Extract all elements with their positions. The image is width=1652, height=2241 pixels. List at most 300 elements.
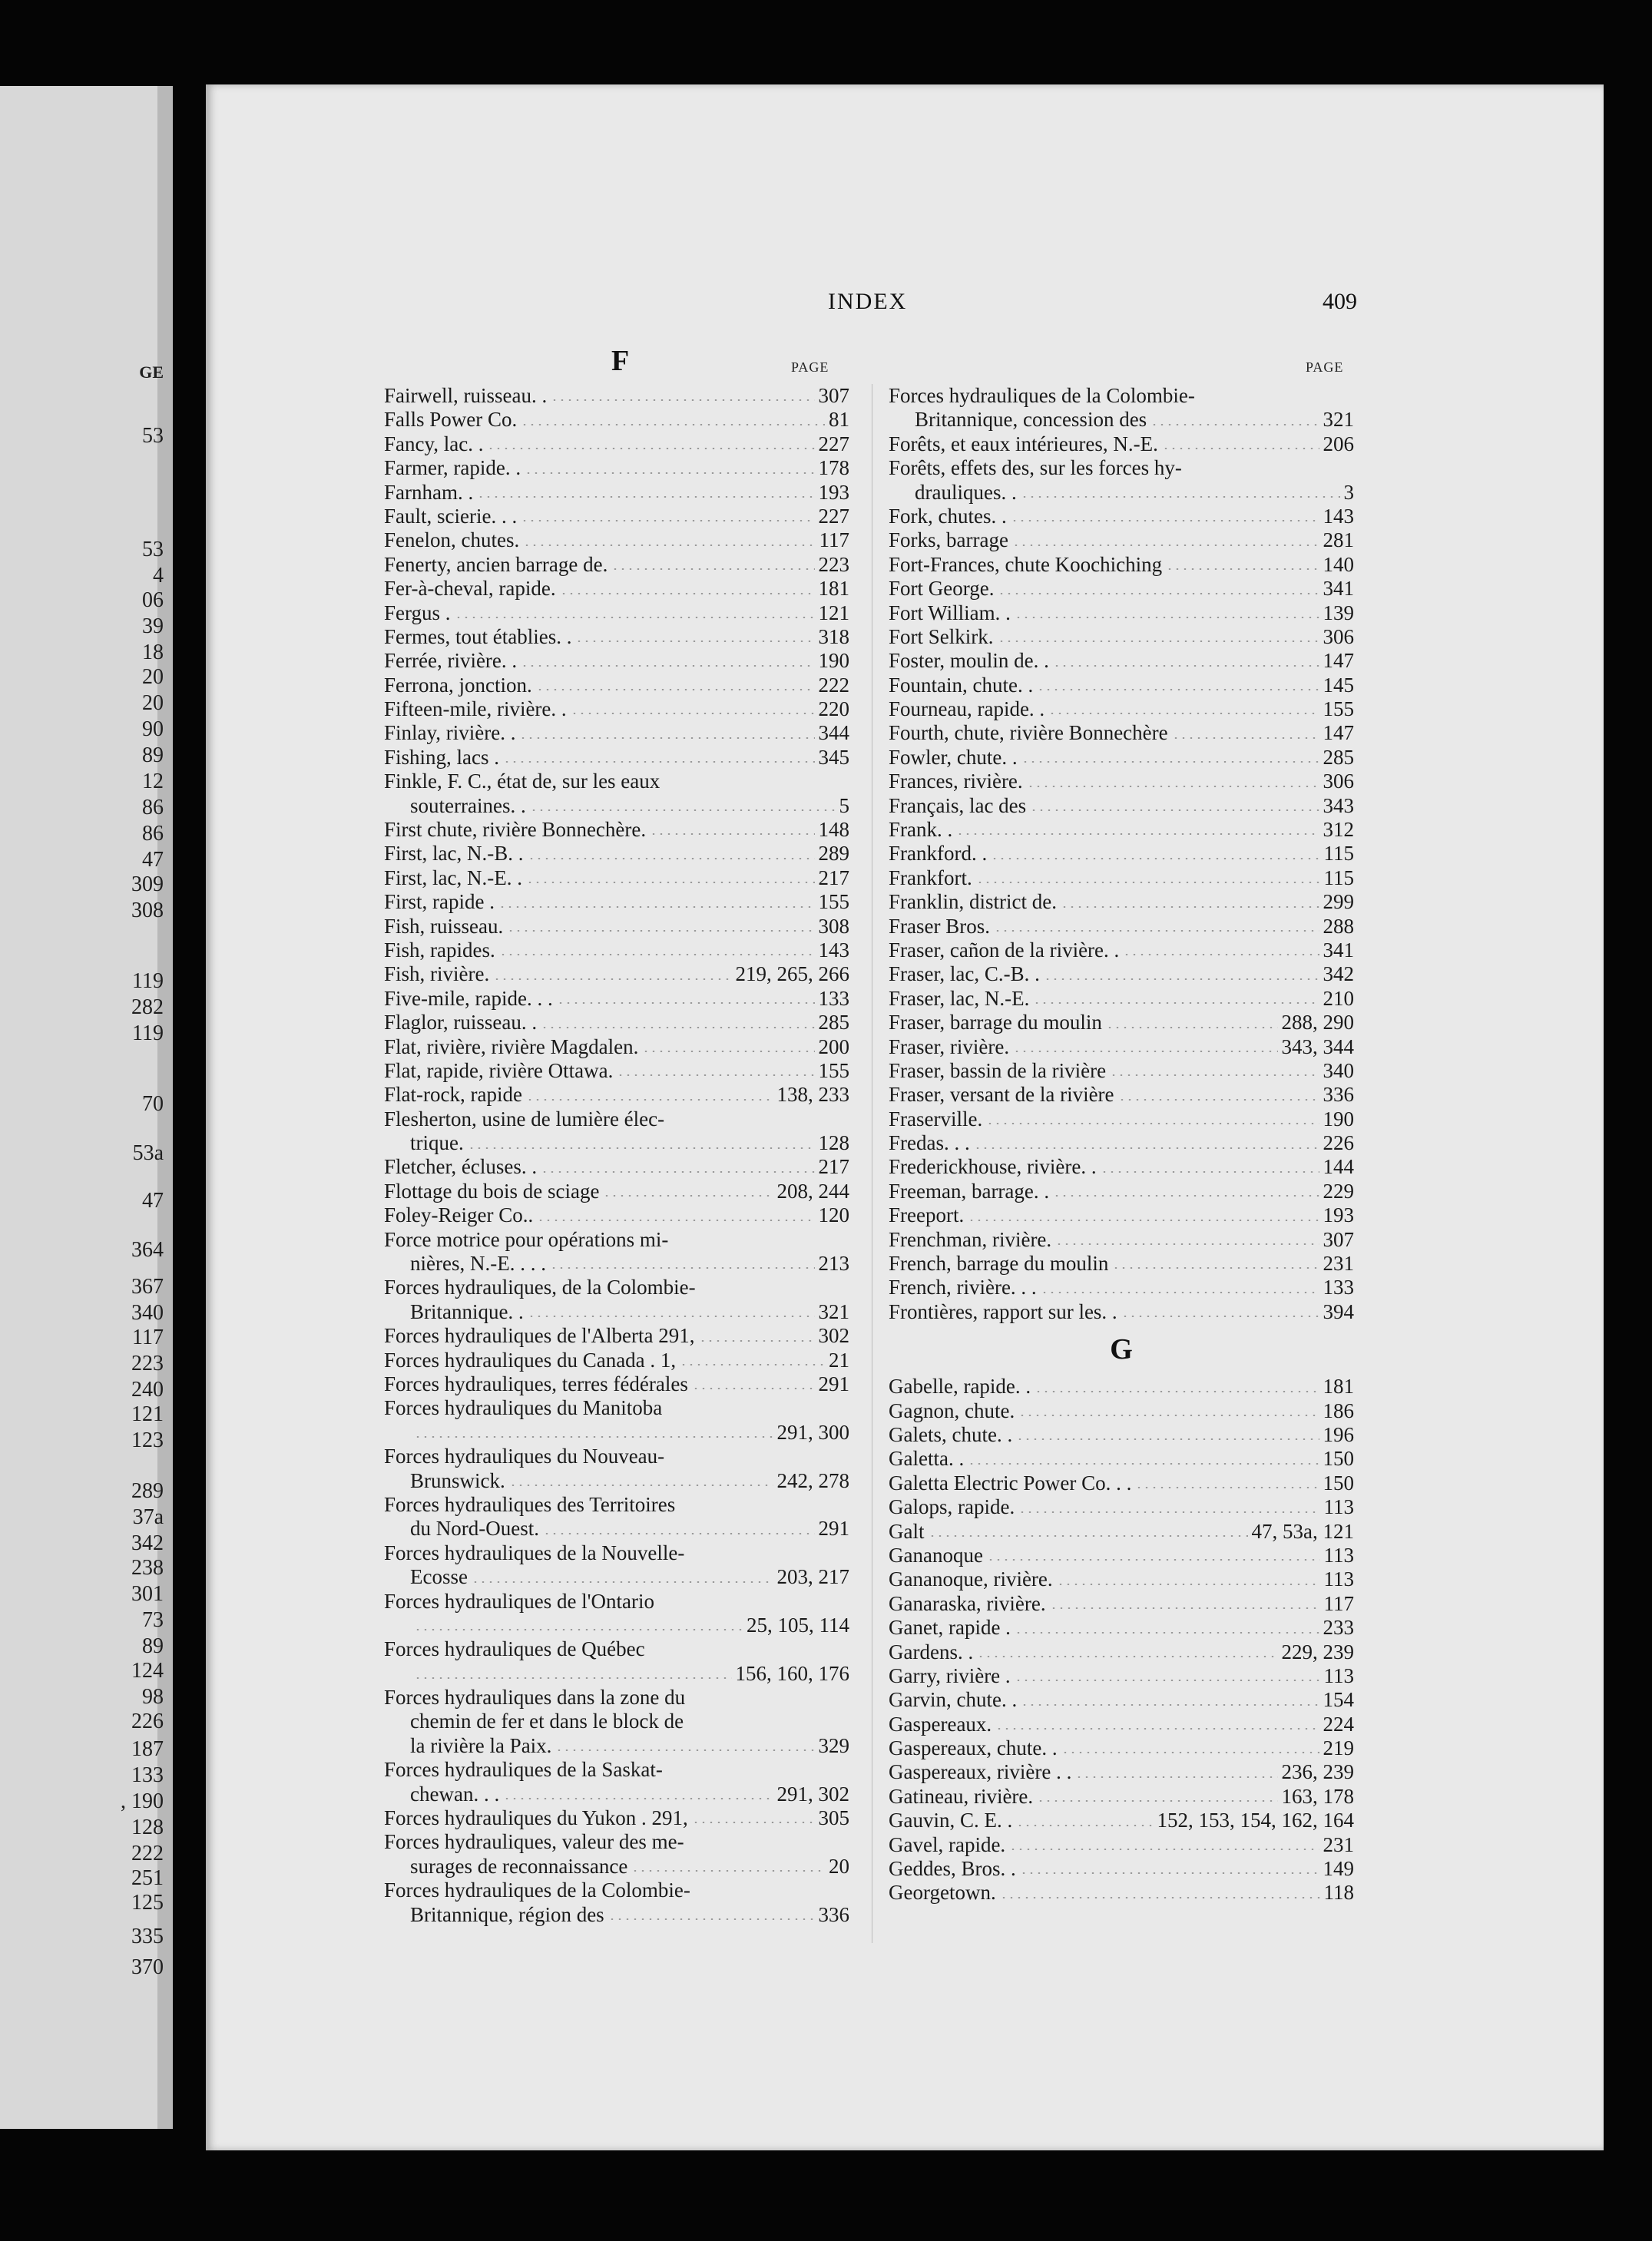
left-page-number: 53 — [142, 538, 164, 561]
page-reference: 193 — [818, 480, 849, 504]
index-entry — [889, 1300, 1354, 1324]
page-reference: 147 — [1323, 721, 1354, 745]
index-term: French, barrage du moulin — [889, 1252, 1109, 1276]
page-reference: 150 — [1323, 1447, 1354, 1471]
leader-dots — [974, 1147, 1319, 1149]
leader-dots — [1162, 448, 1319, 449]
index-entry — [384, 1830, 849, 1854]
index-column-right — [889, 384, 1354, 1905]
index-term: Force motrice pour opérations mi- — [384, 1227, 669, 1251]
leader-dots — [560, 593, 815, 594]
left-page-number: 308 — [131, 899, 164, 922]
index-term: Flesherton, usine de lumière élec- — [384, 1107, 665, 1130]
leader-dots — [414, 1629, 743, 1630]
index-term: Forks, barrage — [889, 528, 1008, 552]
index-entry — [384, 408, 849, 432]
index-entry — [384, 987, 849, 1011]
leader-dots — [1033, 1002, 1319, 1004]
index-entry — [384, 1107, 849, 1131]
index-entry — [889, 1083, 1354, 1107]
page-reference: 342 — [1323, 962, 1354, 986]
index-entry — [384, 842, 849, 866]
index-entry — [889, 794, 1354, 818]
leader-dots — [1101, 1171, 1319, 1173]
left-page-number: 251 — [131, 1866, 164, 1890]
index-entry — [889, 432, 1354, 456]
index-entry — [889, 915, 1354, 938]
leader-dots — [499, 954, 815, 955]
index-entry — [889, 1567, 1354, 1591]
index-entry — [889, 1375, 1354, 1399]
leader-dots — [1000, 1897, 1320, 1898]
page-reference: 113 — [1323, 1495, 1354, 1519]
index-entry — [384, 1903, 849, 1927]
index-entry — [889, 866, 1354, 890]
index-entry — [889, 1592, 1354, 1616]
index-term: Farmer, rapide. . — [384, 456, 521, 480]
index-term: Frontières, rapport sur les. . — [889, 1299, 1117, 1323]
index-term: nières, N.-E. . . . — [410, 1252, 546, 1276]
index-entry — [889, 1471, 1354, 1495]
index-term: Frankfort. — [889, 866, 972, 889]
index-term: French, rivière. . . — [889, 1276, 1037, 1299]
leader-dots — [1166, 568, 1319, 570]
page-reference: 341 — [1323, 577, 1354, 601]
index-term: Forces hydrauliques du Yukon . 291, — [384, 1806, 688, 1830]
index-entry — [384, 528, 849, 552]
page-reference: 181 — [1323, 1375, 1354, 1399]
leader-dots — [536, 689, 815, 690]
index-term: Fourth, chute, rivière Bonnechère — [889, 721, 1168, 745]
index-entry — [889, 721, 1354, 745]
page-reference: 128 — [818, 1131, 849, 1155]
leader-dots — [956, 833, 1319, 835]
index-term: Fraser, lac, C.-B. . — [889, 962, 1040, 986]
leader-dots — [603, 1195, 773, 1197]
index-term: Fraser, cañon de la rivière. . — [889, 938, 1120, 962]
index-term: Frederickhouse, rivière. . — [889, 1155, 1097, 1179]
index-term: Five-mile, rapide. . . — [384, 986, 553, 1010]
leader-dots — [1021, 496, 1340, 498]
page-reference: 308 — [818, 914, 849, 938]
page-reference: 306 — [1323, 624, 1354, 648]
leader-dots — [1009, 1849, 1319, 1850]
leader-dots — [1035, 1391, 1319, 1392]
page-reference: 20 — [829, 1854, 849, 1878]
index-term: Finlay, rivière. . — [384, 721, 516, 745]
index-entry — [889, 1131, 1354, 1155]
index-term: Fenelon, chutes. — [384, 528, 520, 552]
index-entry — [384, 1758, 849, 1782]
page-reference: 288 — [1323, 914, 1354, 938]
index-term: Garry, rivière . — [889, 1663, 1011, 1687]
index-entry — [384, 1180, 849, 1203]
leader-dots — [1172, 737, 1319, 739]
page-reference: 288, 290 — [1281, 1011, 1354, 1034]
index-entry — [889, 1495, 1354, 1519]
leader-dots — [1053, 1195, 1319, 1197]
leader-dots — [977, 1656, 1277, 1657]
leader-dots — [519, 737, 814, 739]
page-reference: 155 — [818, 1058, 849, 1082]
index-entry — [384, 1228, 849, 1252]
index-entry — [384, 601, 849, 625]
index-term: Gatineau, rivière. — [889, 1784, 1034, 1808]
leader-dots — [631, 1870, 825, 1872]
index-term: Forces hydrauliques de la Colombie- — [889, 384, 1195, 407]
leader-dots — [608, 1918, 815, 1920]
leader-dots — [1018, 1511, 1319, 1513]
left-page-number: 125 — [131, 1891, 164, 1915]
index-term: Britannique, concession des — [915, 408, 1147, 432]
index-term: Fraser, lac, N.-E. — [889, 986, 1030, 1010]
page-reference: 219, 265, 266 — [735, 962, 849, 986]
index-entry — [889, 1228, 1354, 1252]
index-entry — [384, 938, 849, 962]
leader-dots — [650, 833, 814, 835]
leader-dots — [1053, 665, 1319, 667]
index-entry — [889, 842, 1354, 866]
page-reference: 291 — [818, 1372, 849, 1395]
left-page-number: 73 — [142, 1608, 164, 1632]
index-term: Gardens. . — [889, 1640, 974, 1663]
leader-dots — [1048, 713, 1319, 714]
index-entry — [384, 505, 849, 528]
index-term: Fraser, barrage du moulin — [889, 1011, 1102, 1034]
left-page-number: 342 — [131, 1531, 164, 1555]
left-page-number: 06 — [142, 588, 164, 612]
leader-dots — [986, 1123, 1319, 1124]
leader-dots — [1013, 1051, 1277, 1052]
index-term: Gabelle, rapide. . — [889, 1375, 1031, 1399]
index-entry — [384, 649, 849, 673]
index-term: surages de reconnaissance — [410, 1854, 628, 1878]
page-reference: 154 — [1323, 1688, 1354, 1712]
page-reference: 193 — [1323, 1203, 1354, 1227]
leader-dots — [995, 1728, 1319, 1730]
page-reference: 113 — [1323, 1663, 1354, 1687]
index-term: Fish, ruisseau. — [384, 914, 504, 938]
index-entry — [889, 1180, 1354, 1203]
leader-dots — [1050, 1607, 1320, 1609]
left-page-number: 124 — [131, 1659, 164, 1683]
leader-dots — [617, 1074, 814, 1076]
index-term: Ferrona, jonction. — [384, 673, 532, 697]
index-entry — [384, 1131, 849, 1155]
index-term: Galt — [889, 1519, 925, 1543]
leader-dots — [1016, 1438, 1319, 1440]
index-entry — [889, 1156, 1354, 1180]
leader-dots — [1027, 786, 1319, 787]
page-reference: 120 — [818, 1203, 849, 1227]
index-entry — [384, 1662, 849, 1686]
leader-dots — [976, 882, 1320, 883]
index-entry — [384, 1590, 849, 1614]
index-entry — [889, 1760, 1354, 1784]
index-term: la rivière la Paix. — [410, 1733, 552, 1757]
index-entry — [384, 1035, 849, 1059]
leader-dots — [503, 1798, 773, 1799]
leader-dots — [1057, 1584, 1320, 1585]
leader-dots — [642, 1051, 814, 1052]
left-page-number: 89 — [142, 743, 164, 767]
index-entry — [384, 553, 849, 577]
page-reference: 299 — [1323, 890, 1354, 914]
page-reference: 200 — [818, 1034, 849, 1058]
page-reference: 291 — [818, 1517, 849, 1541]
page-reference: 231 — [1323, 1832, 1354, 1856]
index-entry — [384, 1855, 849, 1879]
leader-dots — [498, 906, 815, 908]
index-entry — [889, 1276, 1354, 1299]
index-term: Galops, rapide. — [889, 1495, 1015, 1519]
left-page-number: 20 — [142, 691, 164, 715]
index-term: Geddes, Bros. . — [889, 1857, 1016, 1881]
index-entry — [384, 1783, 849, 1806]
page-reference: 222 — [818, 673, 849, 697]
index-entry — [384, 962, 849, 986]
leader-dots — [611, 568, 814, 570]
index-term: Gaspereaux. — [889, 1712, 992, 1736]
index-term: Frankford. . — [889, 842, 988, 866]
left-page-number: 187 — [131, 1737, 164, 1761]
index-entry — [384, 384, 849, 408]
page-reference: 81 — [829, 408, 849, 432]
index-term: Fourneau, rapide. . — [889, 697, 1045, 721]
left-page-number: 4 — [153, 564, 164, 588]
left-page-number: 133 — [131, 1763, 164, 1787]
leader-dots — [530, 809, 836, 811]
leader-dots — [1021, 761, 1319, 763]
left-page-number: 18 — [142, 641, 164, 664]
leader-dots — [987, 1559, 1320, 1561]
index-term: Forces hydrauliques de la Saskat- — [384, 1758, 663, 1782]
leader-dots — [1012, 545, 1319, 546]
index-entry — [384, 1445, 849, 1468]
left-page-number: 47 — [142, 848, 164, 872]
index-entry — [384, 625, 849, 649]
index-term: Fort-Frances, chute Koochiching — [889, 552, 1163, 576]
leader-dots — [468, 1147, 815, 1149]
index-entry — [889, 770, 1354, 793]
leader-dots — [493, 978, 731, 980]
index-entry — [889, 1447, 1354, 1471]
page-reference: 229, 239 — [1281, 1640, 1354, 1663]
leader-dots — [680, 1364, 825, 1365]
page-reference: 291, 300 — [776, 1420, 849, 1444]
left-column-page-header: PAGE — [791, 359, 829, 375]
index-entry — [889, 1423, 1354, 1447]
index-entry — [889, 1857, 1354, 1881]
page-reference: 210 — [1323, 986, 1354, 1010]
index-term: Foster, moulin de. . — [889, 649, 1049, 673]
leader-dots — [1075, 1776, 1277, 1778]
leader-dots — [1118, 1099, 1319, 1101]
index-entry — [384, 1156, 849, 1180]
left-page-number: 289 — [131, 1479, 164, 1503]
page-reference: 47, 53a, 121 — [1251, 1519, 1354, 1543]
leader-dots — [455, 617, 815, 618]
leader-dots — [991, 858, 1319, 859]
index-term: Fort Selkirk. — [889, 624, 994, 648]
index-entry — [384, 1396, 849, 1420]
page-reference: 343, 344 — [1281, 1034, 1354, 1058]
left-page-number: 282 — [131, 995, 164, 1019]
index-entry — [889, 1664, 1354, 1688]
index-term: First, lac, N.-E. . — [384, 866, 522, 889]
index-term: Fairwell, ruisseau. . — [384, 384, 548, 407]
leader-dots — [692, 1388, 815, 1389]
page-reference: 336 — [1323, 1083, 1354, 1107]
page-reference: 117 — [819, 528, 849, 552]
index-term: Flottage du bois de sciage — [384, 1179, 600, 1203]
page-reference: 196 — [1323, 1423, 1354, 1446]
index-entry — [889, 1035, 1354, 1059]
leader-dots — [699, 1340, 815, 1342]
leader-dots — [1044, 978, 1319, 980]
index-entry — [384, 1469, 849, 1493]
left-page-number: 70 — [142, 1092, 164, 1116]
left-page-number: 370 — [131, 1955, 164, 1979]
index-term: Fraser, rivière. — [889, 1034, 1010, 1058]
index-term: Fraser, bassin de la rivière — [889, 1058, 1107, 1082]
index-entry — [384, 1565, 849, 1589]
index-entry — [384, 1349, 849, 1372]
index-term: Fish, rapides. — [384, 938, 495, 962]
index-entry — [384, 577, 849, 601]
leader-dots — [1018, 1415, 1319, 1416]
index-entry — [889, 553, 1354, 577]
page-reference: 145 — [1323, 673, 1354, 697]
page-reference: 281 — [1323, 528, 1354, 552]
left-page-number: 123 — [131, 1428, 164, 1452]
index-entry — [384, 746, 849, 770]
index-entry — [889, 625, 1354, 649]
leader-dots — [521, 665, 814, 667]
index-entry — [889, 1640, 1354, 1664]
page-reference: 220 — [818, 697, 849, 721]
leader-dots — [1121, 1316, 1319, 1317]
page-reference: 139 — [1323, 601, 1354, 624]
page-reference: 321 — [1323, 408, 1354, 432]
index-term: Brunswick. — [410, 1468, 505, 1492]
index-term: trique. — [410, 1131, 464, 1155]
left-page-number: 240 — [131, 1378, 164, 1402]
page-reference: 3 — [1343, 480, 1354, 504]
index-term: Fermes, tout établies. . — [384, 624, 572, 648]
index-term: Forces hydrauliques, de la Colombie- — [384, 1276, 696, 1299]
page-reference: 190 — [1323, 1107, 1354, 1130]
left-page-number: 121 — [131, 1402, 164, 1426]
index-entry — [384, 1011, 849, 1034]
left-page-number: 223 — [131, 1352, 164, 1375]
index-term: Gananoque — [889, 1543, 983, 1567]
index-entry — [384, 1734, 849, 1758]
page-reference: 140 — [1323, 552, 1354, 576]
index-term: Frank. . — [889, 818, 953, 842]
left-page-number: 20 — [142, 665, 164, 689]
page-reference: 217 — [818, 866, 849, 889]
leader-dots — [968, 1220, 1319, 1221]
leader-dots — [1055, 1243, 1319, 1245]
leader-dots — [929, 1535, 1248, 1537]
left-page-number: 86 — [142, 822, 164, 846]
index-entry — [889, 1713, 1354, 1736]
left-page-number: 89 — [142, 1634, 164, 1658]
page-reference: 341 — [1323, 938, 1354, 962]
page-reference: 289 — [818, 842, 849, 866]
leader-dots — [1015, 1632, 1319, 1634]
leader-dots — [503, 761, 814, 763]
index-term: Fowler, chute. . — [889, 745, 1018, 769]
index-entry — [889, 1011, 1354, 1034]
leader-dots — [487, 448, 814, 449]
index-entry — [889, 1059, 1354, 1083]
page-reference: 344 — [818, 721, 849, 745]
leader-dots — [543, 1533, 815, 1534]
page-reference: 144 — [1323, 1155, 1354, 1179]
page-reference: 306 — [1323, 770, 1354, 793]
page-reference: 233 — [1323, 1616, 1354, 1640]
page-reference: 178 — [818, 456, 849, 480]
left-page-number: 37a — [132, 1505, 164, 1529]
index-entry — [384, 1300, 849, 1324]
index-entry — [889, 697, 1354, 721]
index-term: Gavel, rapide. — [889, 1832, 1006, 1856]
index-entry — [889, 962, 1354, 986]
page-reference: 155 — [818, 890, 849, 914]
index-term: Ferrée, rivière. . — [384, 649, 518, 673]
leader-dots — [523, 545, 815, 546]
index-term: Forces hydrauliques du Canada . 1, — [384, 1348, 677, 1372]
index-term: Fork, chutes. . — [889, 504, 1007, 528]
leader-dots — [555, 1749, 814, 1751]
index-entry — [384, 1637, 849, 1661]
leader-dots — [994, 930, 1319, 932]
section-letter-g: G — [1110, 1333, 1133, 1366]
left-page-number: 98 — [142, 1685, 164, 1709]
leader-dots — [1016, 1825, 1153, 1826]
index-entry — [889, 1736, 1354, 1760]
index-entry — [889, 1520, 1354, 1544]
page-reference: 285 — [818, 1011, 849, 1034]
page-reference: 149 — [1323, 1857, 1354, 1881]
index-term: Forces hydrauliques, terres fédérales — [384, 1372, 688, 1395]
page-reference: 226 — [1323, 1131, 1354, 1155]
index-entry — [384, 1541, 849, 1565]
page-reference: 345 — [818, 745, 849, 769]
leader-dots — [507, 930, 814, 932]
index-entry — [889, 505, 1354, 528]
index-entry — [384, 1686, 849, 1710]
index-entry — [384, 866, 849, 890]
index-entry — [384, 770, 849, 793]
index-term: Flat, rivière, rivière Magdalen. — [384, 1034, 639, 1058]
index-term: Fountain, chute. . — [889, 673, 1034, 697]
leader-dots — [414, 1677, 732, 1679]
leader-dots — [521, 520, 814, 521]
index-entry — [384, 1083, 849, 1107]
leader-dots — [1011, 520, 1319, 521]
leader-dots — [998, 641, 1319, 642]
index-entry — [384, 915, 849, 938]
page-reference: 302 — [818, 1324, 849, 1348]
leader-dots — [526, 1099, 773, 1101]
page-reference: 150 — [1323, 1471, 1354, 1495]
index-entry — [889, 1252, 1354, 1276]
leader-dots — [692, 1822, 815, 1823]
index-term: Forces hydrauliques de l'Ontario — [384, 1589, 655, 1613]
